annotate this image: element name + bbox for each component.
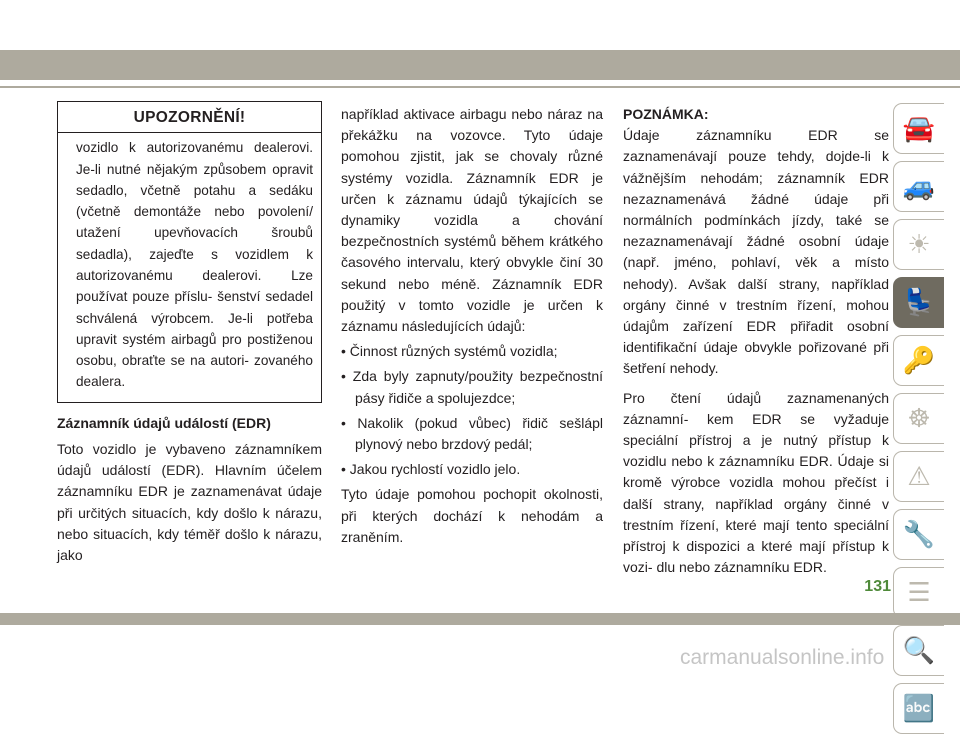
warning-text: vozidlo k autorizovanému dealerovi. Je-li nutné nějakým způsobem opravit sedadlo, včetně potahu a sedáku (včetně demontáže nebo povolení/ utažení upevňovacích šroubů sedadla), zajeďte s vozidlem k autorizovanému dealerovi. Lze používat pouze příslu- šenství sedadel schválená výrobcem. Je-li potřeba upravit systém airbagů pro postiženou osobu, obraťte se na autori- zovaného dealera. <box>76 140 313 390</box>
column-1 <box>57 101 322 566</box>
footer-band <box>0 613 960 625</box>
bullet-item: • Jakou rychlostí vozidlo jelo. <box>341 461 521 478</box>
column-2-outro: Tyto údaje pomohou pochopit okolnosti, při kterých dochází k nehodám a zraněním. <box>341 486 603 545</box>
column-2-intro: například aktivace airbagu nebo náraz na překážku na vozovce. Tyto údaje pomohou zjistit, jak se chovaly různé systémy vozidla. Záznamník EDR je určen k záznamu údajů týkajících se dynamiky vozidla a chování bezpečnostních systémů během krátkého časového intervalu, který obvykle činí 30 sekund nebo méně. Záznamník EDR použitý v tomto vozidle je určen k záznamu následujících údajů: <box>341 106 603 335</box>
note-title: POZNÁMKA: <box>623 106 709 122</box>
warning-title: UPOZORNĚNÍ! <box>58 102 321 133</box>
watermark: carmanualsonline.info <box>680 646 885 669</box>
column-3 <box>623 104 889 578</box>
chapter-tabs <box>893 103 946 741</box>
warning-lights-icon[interactable]: ☀ <box>893 219 944 270</box>
note-paragraph-1: Údaje záznamníku EDR se zaznamenávají pouze tehdy, dojde-li k vážnějším nehodám; záznamník EDR nezaznamenává žádné údaje při normálních podmínkách jízdy, také se nezaznamenávají žádné osobní údaje (např. jméno, pohlaví, věk a místo nehody). Avšak další strany, například orgány činné v trestním řízení, mohou údajům zařízení EDR přiřadit osobní identifikační údaje obvykle pořizované při šetření nehody. <box>623 127 889 377</box>
steering-wheel-icon[interactable]: ☸ <box>893 393 944 444</box>
page-number: 131 <box>864 578 891 595</box>
warning-box <box>57 101 322 403</box>
note-paragraph-2: Pro čtení údajů zaznamenaných záznamní- kem EDR se vyžaduje speciální přístroj a je nutný přístup k vozidlu nebo k záznamníku EDR. Údaje si kromě výrobce vozidla mohou přečíst i další strany, například orgány činné v trestním řízení, které mají tento speciální přístroj k dispozici a které mají přístup k vozi- dlu nebo záznamníku EDR. <box>623 389 889 576</box>
header-rule <box>0 86 960 88</box>
airbag-seatbelt-icon[interactable]: 💺 <box>893 277 944 328</box>
search-index-icon[interactable]: 🔍 <box>893 625 944 676</box>
bullet-item: • Zda byly zapnuty/použity bezpečnostní pásy řidiče a spolujezdce; <box>341 368 603 406</box>
header-band <box>0 50 960 80</box>
section-body: Toto vozidlo je vybaveno záznamníkem údajů událostí (EDR). Hlavním účelem záznamníku EDR je zaznamenávat údaje při určitých situacích, kdy došlo k nárazu, nebo situacích, kdy téměř došlo k nárazu, jako <box>57 440 322 563</box>
car-info-icon[interactable]: 🚘 <box>893 103 944 154</box>
bullet-item: • Činnost různých systémů vozidla; <box>341 343 558 360</box>
specifications-list-icon[interactable]: ☰ <box>893 567 944 618</box>
bullet-item: • Nakolik (pokud vůbec) řidič sešlápl plynový nebo brzdový pedál; <box>341 414 603 453</box>
start-key-icon[interactable]: 🔑 <box>893 335 944 386</box>
emergency-triangle-icon[interactable]: ⚠ <box>893 451 944 502</box>
service-tools-icon[interactable]: 🔧 <box>893 509 944 560</box>
car-alert-icon[interactable]: 🚙 <box>893 161 944 212</box>
alphabet-index-icon[interactable]: 🔤 <box>893 683 944 734</box>
section-heading: Záznamník údajů událostí (EDR) <box>57 414 271 431</box>
column-2 <box>341 104 603 548</box>
